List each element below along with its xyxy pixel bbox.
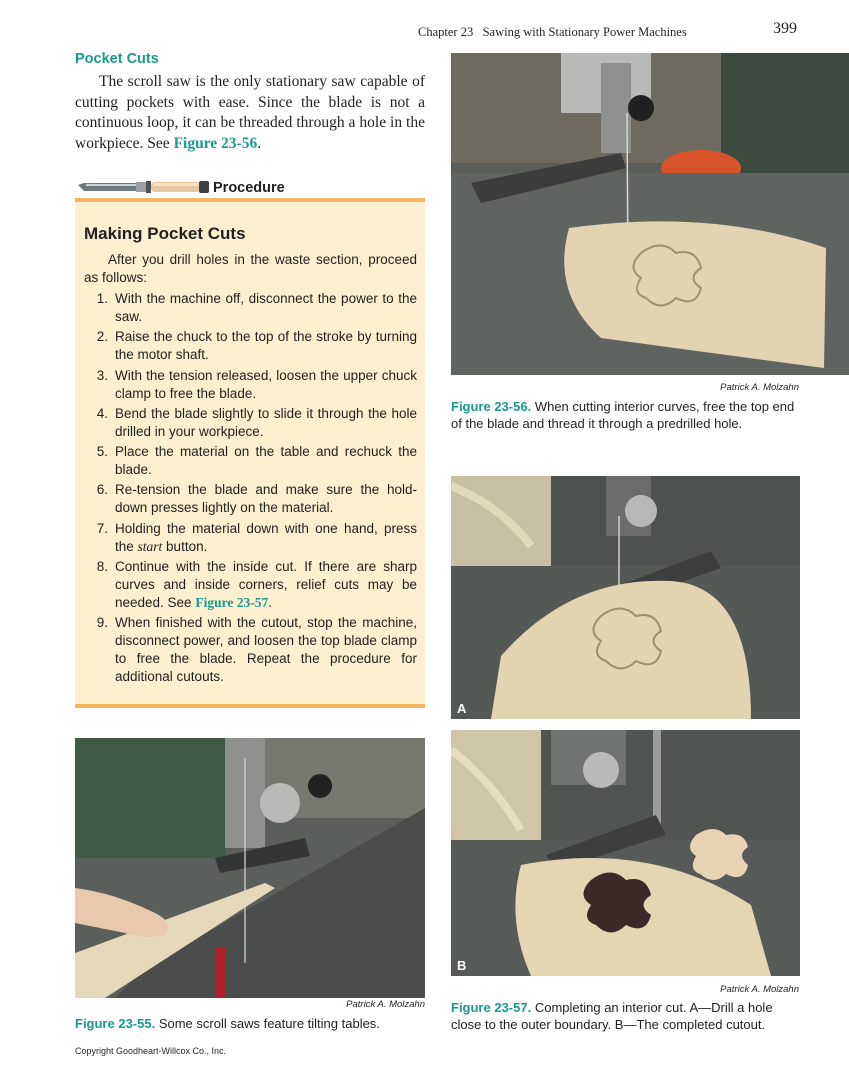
step-number: 2. — [96, 329, 108, 345]
intro-end: . — [257, 134, 262, 152]
step-text: Place the material on the table and rechuck the blade. — [115, 444, 417, 478]
panel-b-label: B — [457, 958, 467, 973]
figure-23-57-caption — [451, 999, 806, 1033]
procedure-tag — [75, 177, 425, 199]
step-text: Re-tension the blade and make sure the hold-down presses lightly on the material. — [115, 482, 417, 516]
figure-reference-link[interactable]: Figure 23-57 — [195, 595, 269, 611]
caption-text: When cutting interior curves, free the top end of the blade and thread it through a predrilled hole. — [451, 399, 795, 431]
step-item — [84, 367, 417, 403]
figure-23-55-photo — [75, 738, 425, 998]
step-text-part: Holding the material down with one hand, press the — [115, 520, 417, 554]
figure-23-57a-photo — [451, 476, 800, 719]
step-item — [84, 558, 417, 612]
figure-23-57-credit: Patrick A. Molzahn — [720, 984, 799, 995]
panel-a-label: A — [457, 701, 467, 716]
step-number: 7. — [96, 520, 108, 536]
step-text: Bend the blade slightly to slide it through the hole drilled in your workpiece. — [115, 405, 417, 439]
procedure-steps — [84, 290, 417, 689]
step-item — [84, 520, 417, 556]
copyright-notice: Copyright Goodheart-Willcox Co., Inc. — [75, 1046, 227, 1056]
step-number: 1. — [96, 291, 108, 306]
step-item — [84, 443, 417, 479]
intro-text: The scroll saw is the only stationary saw capable of cutting pockets with ease. Since the blade is not a continuous loop, it can be threaded through a hole in the workpiece. See — [75, 73, 425, 152]
intro-paragraph — [75, 72, 425, 154]
procedure-box — [75, 198, 425, 708]
page-number: 399 — [773, 20, 797, 37]
step-text-part: Continue with the inside cut. If there are sharp curves and inside corners, relief cuts may be needed. See — [115, 559, 417, 611]
step-item — [84, 481, 417, 517]
step-number: 5. — [96, 444, 108, 460]
step-number: 3. — [96, 367, 108, 383]
procedure-intro: After you drill holes in the waste section, proceed as follows: — [84, 252, 417, 285]
step-text — [108, 558, 417, 612]
step-text-part: button. — [162, 538, 208, 554]
procedure-label: Procedure — [213, 180, 285, 196]
figure-23-56-photo — [451, 53, 849, 375]
figure-number: Figure 23-57. — [451, 1000, 532, 1015]
figure-23-56-credit: Patrick A. Molzahn — [720, 382, 799, 393]
step-item — [84, 405, 417, 441]
figure-number: Figure 23-55. — [75, 1016, 156, 1031]
start-button-term: start — [137, 538, 163, 554]
section-heading: Pocket Cuts — [75, 51, 159, 67]
step-text: With the tension released, loosen the upper chuck clamp to free the blade. — [115, 367, 417, 401]
step-number: 4. — [96, 405, 108, 421]
figure-23-56-caption — [451, 398, 806, 432]
step-text — [108, 520, 417, 556]
step-text: With the machine off, disconnect the power to the saw. — [115, 291, 417, 324]
caption-text: Completing an interior cut. A—Drill a hole close to the outer boundary. B—The completed cutout. — [451, 1000, 773, 1032]
figure-23-55-caption — [75, 1015, 435, 1032]
figure-number: Figure 23-56. — [451, 399, 532, 414]
step-item — [84, 614, 417, 686]
step-number: 8. — [96, 559, 108, 575]
figure-23-57b-photo — [451, 730, 800, 976]
step-number: 6. — [96, 482, 108, 498]
running-head: Chapter 23 Sawing with Stationary Power Machines — [418, 25, 687, 39]
procedure-title: Making Pocket Cuts — [84, 224, 246, 243]
chisel-icon — [78, 180, 210, 194]
step-text-part: . — [268, 595, 272, 611]
step-text: When finished with the cutout, stop the machine, disconnect power, and loosen the top blade clamp to free the blade. Repeat the procedure for additional cutouts. — [115, 615, 417, 685]
step-number: 9. — [96, 615, 108, 631]
figure-23-55-credit: Patrick A. Molzahn — [346, 999, 425, 1010]
figure-reference-link[interactable]: Figure 23-56 — [173, 134, 258, 152]
step-item — [84, 290, 417, 326]
caption-text: Some scroll saws feature tilting tables. — [158, 1016, 380, 1031]
step-item — [84, 328, 417, 364]
step-text: Raise the chuck to the top of the stroke by turning the motor shaft. — [115, 329, 417, 363]
